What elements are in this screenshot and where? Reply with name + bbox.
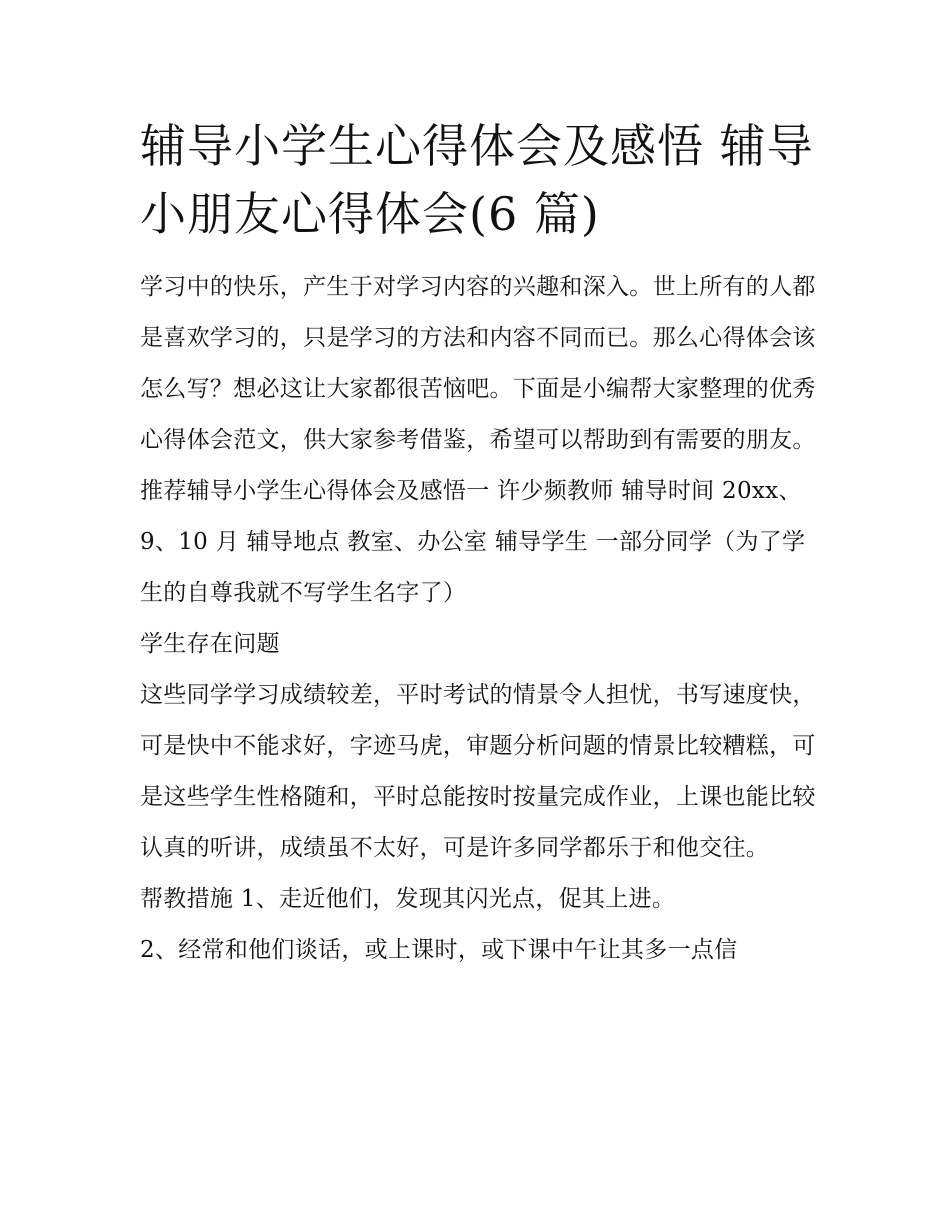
intro-paragraph: 学习中的快乐，产生于对学习内容的兴趣和深入。世上所有的人都是喜欢学习的，只是学习的方法和内容不同而已。那么心得体会该怎么写？想必这让大家都很苦恼吧。下面是小编帮大家整理的优秀心得体会范文，供大家参考借鉴，希望可以帮助到有需要的朋友。 <box>140 274 816 453</box>
measure-paragraph-1: 帮教措施 1、走近他们，发现其闪光点，促其上进。 <box>140 886 676 912</box>
document-title: 辅导小学生心得体会及感悟 辅导小朋友心得体会(6 篇) <box>140 119 814 241</box>
section-heading-problems: 学生存在问题 <box>140 631 280 657</box>
measure-paragraph-2: 2、经常和他们谈话，或上课时，或下课中午让其多一点信 <box>140 937 738 963</box>
recommendation-paragraph: 推荐辅导小学生心得体会及感悟一 许少频教师 辅导时间 20xx、9、10 月 辅导地点 教室、办公室 辅导学生 一部分同学（为了学生的自尊我就不写学生名字了） <box>140 478 806 606</box>
document-page <box>140 112 820 976</box>
problems-paragraph: 这些同学学习成绩较差，平时考试的情景令人担忧，书写速度快，可是快中不能求好，字迹马虎，审题分析问题的情景比较糟糕，可是这些学生性格随和，平时总能按时按量完成作业，上课也能比较认真的听讲，成绩虽不太好，可是许多同学都乐于和他交往。 <box>140 682 816 861</box>
